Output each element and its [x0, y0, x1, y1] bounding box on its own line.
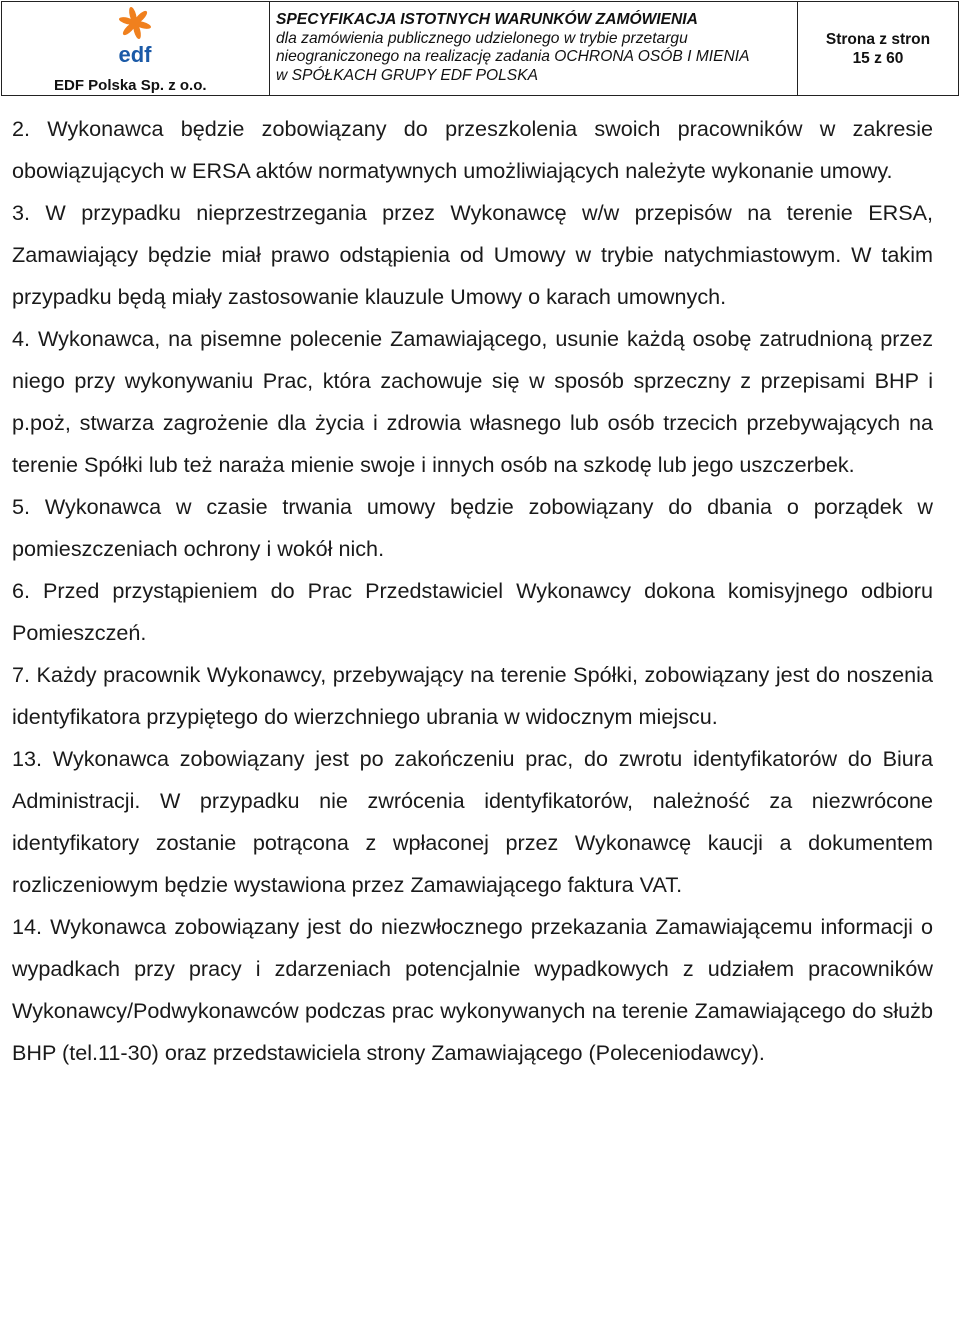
paragraph-14: 14. Wykonawca zobowiązany jest do niezwłocznego przekazania Zamawiającemu informacji o wypadkach przy pracy i zdarzeniach potencjalnie wypadkowych z udziałem pracowników Wykonawcy/Podwykonawców podczas prac wykonywanych na terenie Zamawiającego do służb BHP (tel.11-30) oraz przedstawiciela strony Zamawiającego (Poleceniodawcy).: [12, 914, 933, 1065]
title-line: w SPÓŁKACH GRUPY EDF POLSKA: [276, 66, 539, 84]
edf-logo: [110, 5, 160, 65]
title-line: nieograniczonego na realizację zadania OCHRONA OSÓB I MIENIA: [276, 48, 750, 66]
title-main: SPECYFIKACJA ISTOTNYCH WARUNKÓW ZAMÓWIENIA: [276, 11, 698, 28]
paragraph-7: 7. Każdy pracownik Wykonawcy, przebywający na terenie Spółki, zobowiązany jest do noszenia identyfikatora przypiętego do wierzchniego ubrania w widocznym miejscu.: [12, 662, 933, 729]
paragraph-6: 6. Przed przystąpieniem do Prac Przedstawiciel Wykonawcy dokona komisyjnego odbioru Pomieszczeń.: [12, 578, 933, 645]
company-name: EDF Polska Sp. z o.o.: [54, 77, 207, 94]
logo-cell: [2, 2, 270, 95]
page-number: 15 z 60: [852, 49, 904, 67]
paragraph-2: 2. Wykonawca będzie zobowiązany do przeszkolenia swoich pracowników w zakresie obowiązujących w ERSA aktów normatywnych umożliwiających należyte wykonanie umowy.: [12, 116, 933, 183]
paragraph-3: 3. W przypadku nieprzestrzegania przez Wykonawcę w/w przepisów na terenie ERSA, Zamawiający będzie miał prawo odstąpienia od Umowy w trybie natychmiastowym. W takim przypadku będą miały zastosowanie klauzule Umowy o karach umownych.: [12, 200, 933, 309]
page-label: Strona z stron: [825, 30, 931, 48]
page-indicator: [798, 2, 958, 95]
paragraph-5: 5. Wykonawca w czasie trwania umowy będzie zobowiązany do dbania o porządek w pomieszczeniach ochrony i wokół nich.: [12, 494, 933, 561]
paragraph-13: 13. Wykonawca zobowiązany jest po zakończeniu prac, do zwrotu identyfikatorów do Biura Administracji. W przypadku nie zwrócenia identyfikatorów, należność za niezwrócone identyfikatory zostanie potrącona z wpłaconej przez Wykonawcę kaucji a dokumentem rozliczeniowym będzie wystawiona przez Zamawiającego faktura VAT.: [12, 746, 933, 897]
paragraph-4: 4. Wykonawca, na pisemne polecenie Zamawiającego, usunie każdą osobę zatrudnioną przez niego przy wykonywaniu Prac, która zachowuje się w sposób sprzeczny z przepisami BHP i p.poż, stwarza zagrożenie dla życia i zdrowia własnego lub osób trzecich przebywających na terenie Spółki lub też naraża mienie swoje i innych osób na szkodę lub jego uszczerbek.: [12, 326, 933, 477]
edf-logo-text: edf: [118, 42, 152, 65]
document-body: [12, 108, 933, 1074]
document-title: [270, 2, 798, 95]
edf-sun-icon: [118, 6, 152, 40]
title-line: dla zamówienia publicznego udzielonego w trybie przetargu: [276, 29, 688, 47]
document-header: [1, 1, 959, 96]
